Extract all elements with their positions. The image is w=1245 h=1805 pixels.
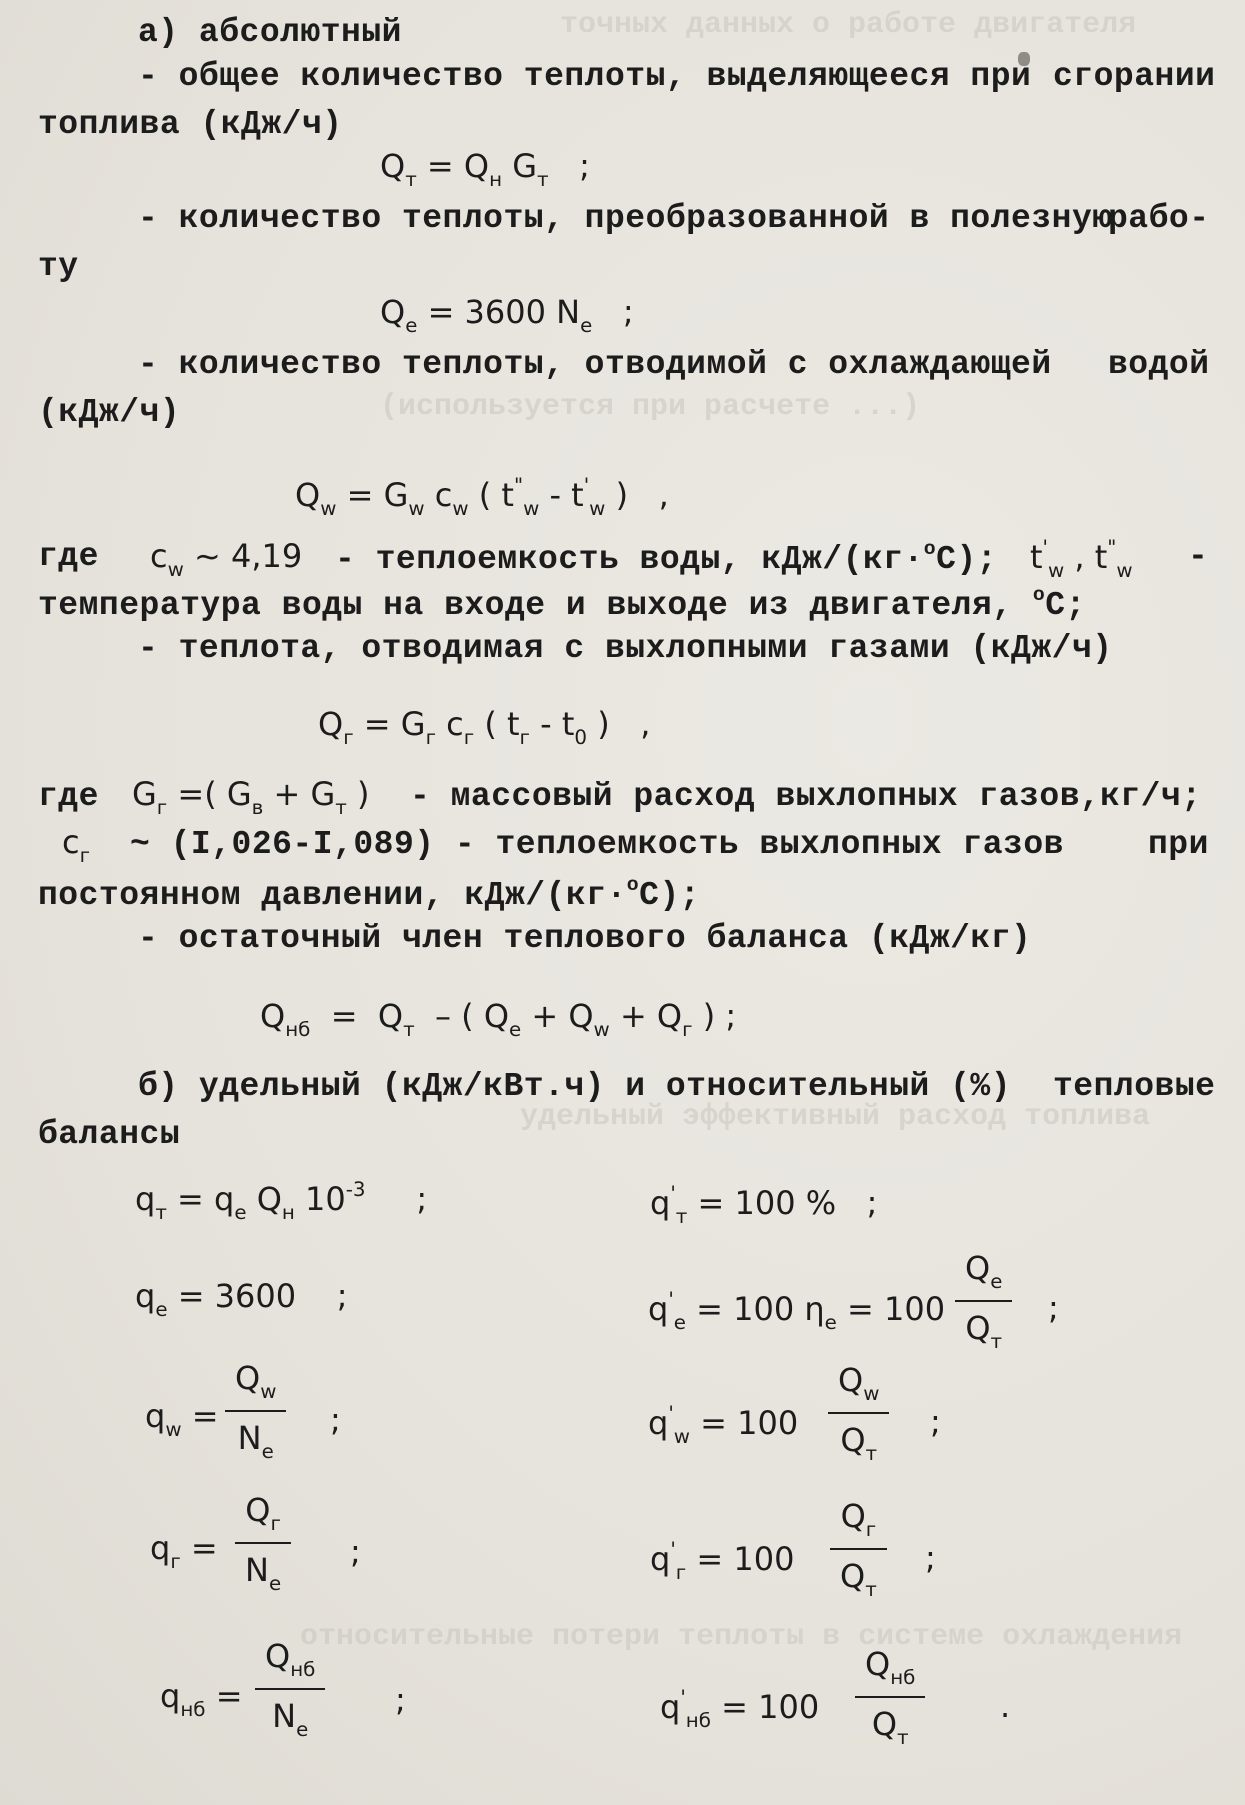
ghost-text: относительные потери теплоты в системе охлаждения bbox=[300, 1620, 1183, 1654]
semicolon: ; bbox=[330, 1401, 341, 1439]
formula-qg-relative-lhs: $q'_г = 100$ bbox=[650, 1538, 795, 1584]
formula-qt: $Q_т = Q_н$ $G_т$ ; bbox=[380, 147, 590, 191]
formula-qg-specific-lhs: $q_г$ = bbox=[150, 1529, 218, 1573]
formula-qt-relative: $q'_т = 100$ % ; bbox=[650, 1182, 878, 1228]
text-line: - общее количество теплоты, выделяющееся при bbox=[138, 58, 1032, 95]
text-line: где bbox=[38, 778, 99, 815]
text-line: балансы bbox=[38, 1116, 181, 1153]
formula-gg: $G_г$ =( $G_в + G_т$ ) bbox=[132, 775, 370, 819]
formula-qt-specific: $q_т = q_e$ $Q_н$ $10^{-3}$ ; bbox=[135, 1178, 428, 1224]
text-line: - количество теплоты, отводимой с охлаждающей bbox=[138, 346, 1052, 383]
formula-qnb-relative-lhs: $q'_{нб} = 100$ bbox=[660, 1686, 820, 1732]
formula-qnb-specific-lhs: $q_{нб}$ = bbox=[160, 1677, 243, 1721]
semicolon: ; bbox=[350, 1533, 361, 1571]
formula-cw: $c_w$ ~ 4,19 bbox=[150, 537, 303, 581]
fraction-qw-qt: $Q_w$ $Q_т$ bbox=[828, 1364, 889, 1464]
text-line: (кДж/ч) bbox=[38, 394, 181, 431]
fraction-qg-qt: $Q_г$ $Q_т$ bbox=[830, 1500, 887, 1600]
text-line: - количество теплоты, преобразованной в полезную bbox=[138, 200, 1113, 237]
text-line: - теплоемкость воды, кДж/(кг·$^о$C); bbox=[335, 538, 998, 578]
fraction-qnb-qt: $Q_{нб}$ $Q_т$ bbox=[855, 1648, 925, 1748]
period: . bbox=[1000, 1687, 1011, 1725]
text-line: - массовый расход выхлопных газов, bbox=[410, 778, 1101, 815]
text-line: топлива (кДж/ч) bbox=[38, 106, 343, 143]
semicolon: ; bbox=[1048, 1289, 1059, 1327]
text-line: при bbox=[1148, 826, 1209, 863]
formula-qw-relative-lhs: $q'_w = 100$ bbox=[648, 1402, 799, 1448]
text-line: сгорании bbox=[1053, 58, 1216, 95]
text-line: - остаточный член теплового баланса (кДж/кг) bbox=[138, 920, 1032, 957]
text-line: постоянном давлении, кДж/(кг·$^о$C); bbox=[38, 874, 701, 914]
formula-qe: $Q_e = 3600$ $N_e$ ; bbox=[380, 293, 634, 337]
ghost-text: удельный эффективный расход топлива bbox=[520, 1100, 1151, 1134]
fraction-qw-ne: $Q_w$ $N_e$ bbox=[225, 1362, 286, 1462]
ghost-text: (используется при расчете ...) bbox=[380, 390, 921, 424]
text-line: - теплота, отводимая с выхлопными газами (кДж/ч) bbox=[138, 630, 1113, 667]
text-line: рабо- bbox=[1108, 200, 1210, 237]
fraction-qg-ne: $Q_г$ $N_e$ bbox=[235, 1494, 291, 1594]
formula-qw: $Q_w = G_w$ $c_w$ ( $t^"_w - t'_w$ ) , bbox=[295, 474, 669, 520]
formula-qe-specific: $q_e = 3600$ ; bbox=[135, 1277, 348, 1321]
formula-qw-specific-lhs: $q_w$ = bbox=[145, 1397, 219, 1441]
ghost-text: точных данных о работе двигателя bbox=[560, 8, 1137, 42]
text-line: тепловые bbox=[1053, 1068, 1216, 1105]
text-line: где bbox=[38, 538, 99, 575]
text-line: кг/ч; bbox=[1100, 778, 1202, 815]
formula-tw-pair: $t'_w$ , $t^"_w$ bbox=[1030, 536, 1133, 582]
text-line: водой bbox=[1108, 346, 1210, 383]
semicolon: ; bbox=[925, 1539, 936, 1577]
fraction-qe-qt: $Q_e$ $Q_т$ bbox=[955, 1252, 1012, 1352]
formula-qg: $Q_г = G_г$ $c_г$ ( $t_г - t_0$ ) , bbox=[318, 705, 651, 749]
text-line: ~ (I,026-I,089) - теплоемкость выхлопных газов bbox=[130, 826, 1064, 863]
section-b-heading: б) удельный (кДж/кВт.ч) и относительный (%) bbox=[138, 1068, 1012, 1105]
text-line: ту bbox=[38, 248, 79, 285]
semicolon: ; bbox=[930, 1403, 941, 1441]
section-a-heading: а) абсолютный bbox=[138, 14, 402, 51]
formula-qnb: $Q_{нб} = Q_т$ – ( $Q_e + Q_w + Q_г$ ) ; bbox=[260, 997, 737, 1041]
text-line: температура воды на входе и выходе из двигателя, $^о$C; bbox=[38, 584, 1086, 624]
formula-qe-relative-lhs: $q'_e = 100$ $\eta_e = 100$ bbox=[648, 1288, 946, 1334]
text-line: - bbox=[1188, 538, 1209, 575]
semicolon: ; bbox=[395, 1681, 406, 1719]
formula-cg: $c_г$ bbox=[62, 823, 91, 867]
fraction-qnb-ne: $Q_{нб}$ $N_e$ bbox=[255, 1640, 325, 1740]
